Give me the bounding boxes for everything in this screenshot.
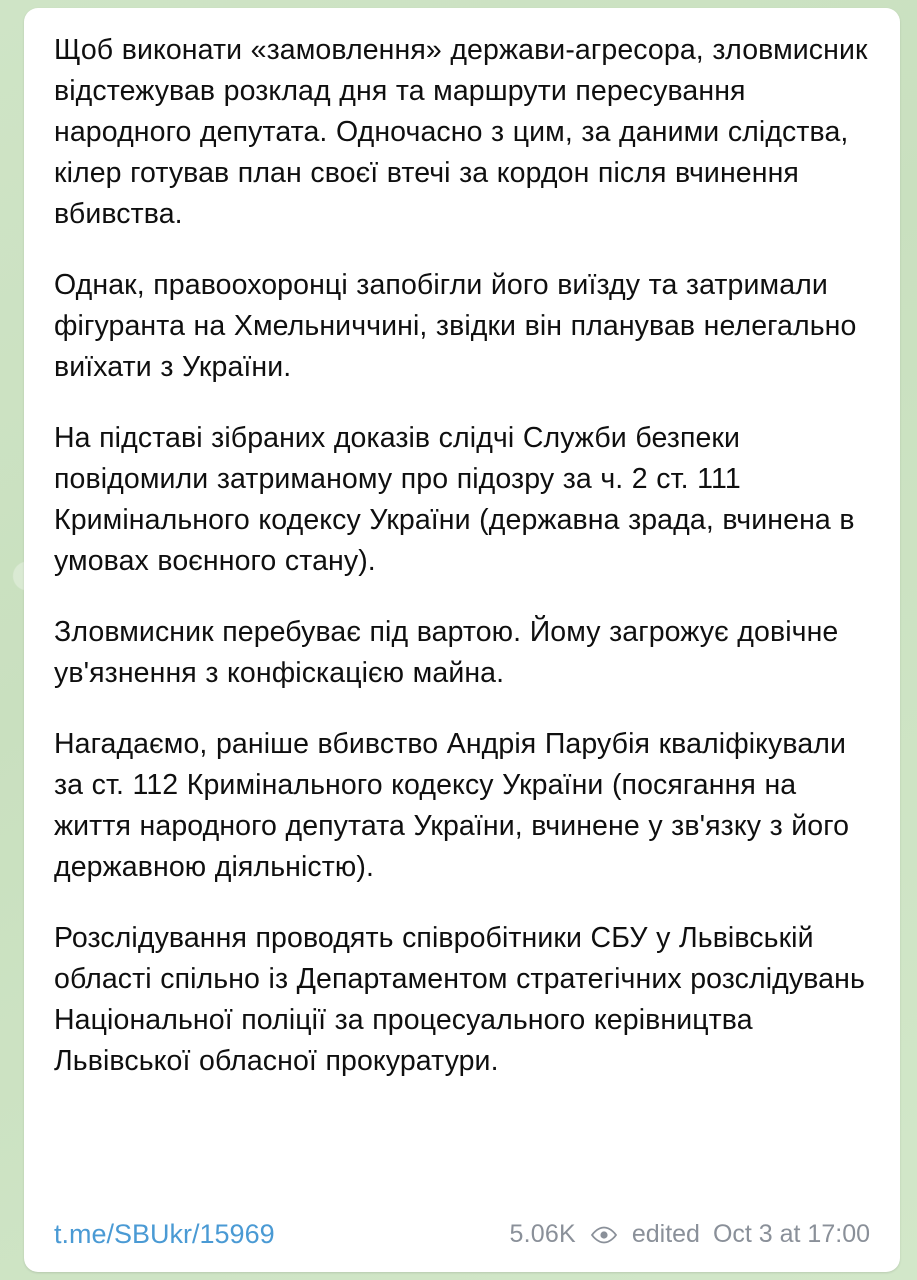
views-count: 5.06K <box>509 1219 576 1248</box>
message-paragraph: Розслідування проводять співробітники СБУ у Львівській області спільно із Департаментом стратегічних розслідувань Національної поліції за процесуального керівництва Львівської обласної прокуратури. <box>54 922 865 1077</box>
message-paragraph: Щоб виконати «замовлення» держави-агресора, зловмисник відстежував розклад дня та маршрути пересування народного депутата. Одночасно з цим, за даними слідства, кілер готував план своєї втечі за кордон після вчинення вбивства. <box>54 34 868 230</box>
message-timestamp: Oct 3 at 17:00 <box>712 1219 870 1248</box>
eye-icon <box>589 1225 619 1245</box>
message-footer <box>54 1218 870 1250</box>
message-bubble[interactable] <box>24 8 900 1272</box>
message-meta <box>509 1220 870 1249</box>
channel-link[interactable]: t.me/SBUkr/15969 <box>54 1219 275 1249</box>
message-paragraph: Нагадаємо, раніше вбивство Андрія Парубія кваліфікували за ст. 112 Кримінального кодексу України (посягання на життя народного депутата України, вчинене у зв'язку з його державною діяльністю). <box>54 728 850 883</box>
message-text <box>54 30 870 1082</box>
message-paragraph: Зловмисник перебуває під вартою. Йому загрожує довічне ув'язнення з конфіскацією майна. <box>54 616 839 689</box>
message-paragraph: На підставі зібраних доказів слідчі Служби безпеки повідомили затриманому про підозру за ч. 2 ст. 111 Кримінального кодексу України (державна зрада, вчинена в умовах воєнного стану). <box>54 422 855 577</box>
edited-label: edited <box>631 1219 700 1248</box>
message-paragraph: Однак, правоохоронці запобігли його виїзду та затримали фігуранта на Хмельниччині, звідки він планував нелегально виїхати з України. <box>54 269 857 383</box>
